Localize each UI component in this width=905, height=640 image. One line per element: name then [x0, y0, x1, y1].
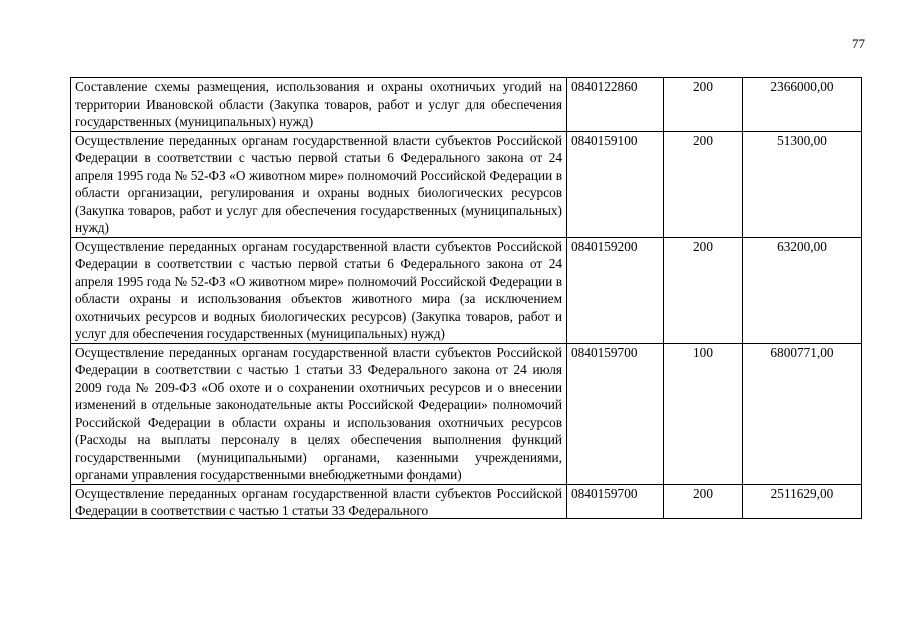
expense-type-cell: 200 — [664, 78, 743, 132]
target-code-cell: 0840122860 — [567, 78, 664, 132]
amount-cell: 2511629,00 — [743, 484, 862, 518]
table-row — [71, 484, 862, 518]
table-row — [71, 131, 862, 237]
description-cell — [71, 484, 567, 518]
amount-cell: 51300,00 — [743, 131, 862, 237]
table-row — [71, 78, 862, 132]
target-code-cell: 0840159700 — [567, 484, 664, 518]
page-number: 77 — [852, 36, 865, 51]
description-cell: Осуществление переданных органам государственной власти субъектов Российской Федерации в соответствии с частью первой статьи 6 Федерального закона от 24 апреля 1995 года № 52-ФЗ «О животном мире» полномочий Российской Федерации в области организации, регулирования и охраны водных биологических ресурсов (Закупка товаров, работ и услуг для обеспечения государственных (муниципальных) нужд) — [71, 131, 567, 237]
description-cell: Осуществление переданных органам государственной власти субъектов Российской Федерации в соответствии с частью первой статьи 6 Федерального закона от 24 апреля 1995 года № 52-ФЗ «О животном мире» полномочий Российской Федерации в области охраны и использования объектов животного мира (за исключением охотничьих ресурсов и водных биологических ресурсов) (Закупка товаров, работ и услуг для обеспечения государственных (муниципальных) нужд) — [71, 237, 567, 343]
expense-type-cell: 200 — [664, 237, 743, 343]
amount-cell: 63200,00 — [743, 237, 862, 343]
expense-type-cell: 200 — [664, 484, 743, 518]
table-row — [71, 237, 862, 343]
amount-cell: 2366000,00 — [743, 78, 862, 132]
target-code-cell: 0840159100 — [567, 131, 664, 237]
description-text: Осуществление переданных органам государственной власти субъектов Российской Федерации в соответствии с частью 1 статьи 33 Федерального — [75, 485, 562, 518]
expense-type-cell: 200 — [664, 131, 743, 237]
target-code-cell: 0840159700 — [567, 343, 664, 484]
expense-type-cell: 100 — [664, 343, 743, 484]
budget-table — [70, 77, 862, 519]
amount-cell: 6800771,00 — [743, 343, 862, 484]
table-row — [71, 343, 862, 484]
description-cell: Осуществление переданных органам государственной власти субъектов Российской Федерации в соответствии с частью 1 статьи 33 Федерального закона от 24 июля 2009 года № 209-ФЗ «Об охоте и о сохранении охотничьих ресурсов и о внесении изменений в отдельные законодательные акты Российской Федерации» полномочий Российской Федерации в области охраны и использования охотничьих ресурсов (Расходы на выплаты персоналу в целях обеспечения выполнения функций государственными (муниципальными) органами, казенными учреждениями, органами управления государственными внебюджетными фондами) — [71, 343, 567, 484]
target-code-cell: 0840159200 — [567, 237, 664, 343]
description-cell: Составление схемы размещения, использования и охраны охотничьих угодий на территории Ивановской области (Закупка товаров, работ и услуг для обеспечения государственных (муниципальных) нужд) — [71, 78, 567, 132]
